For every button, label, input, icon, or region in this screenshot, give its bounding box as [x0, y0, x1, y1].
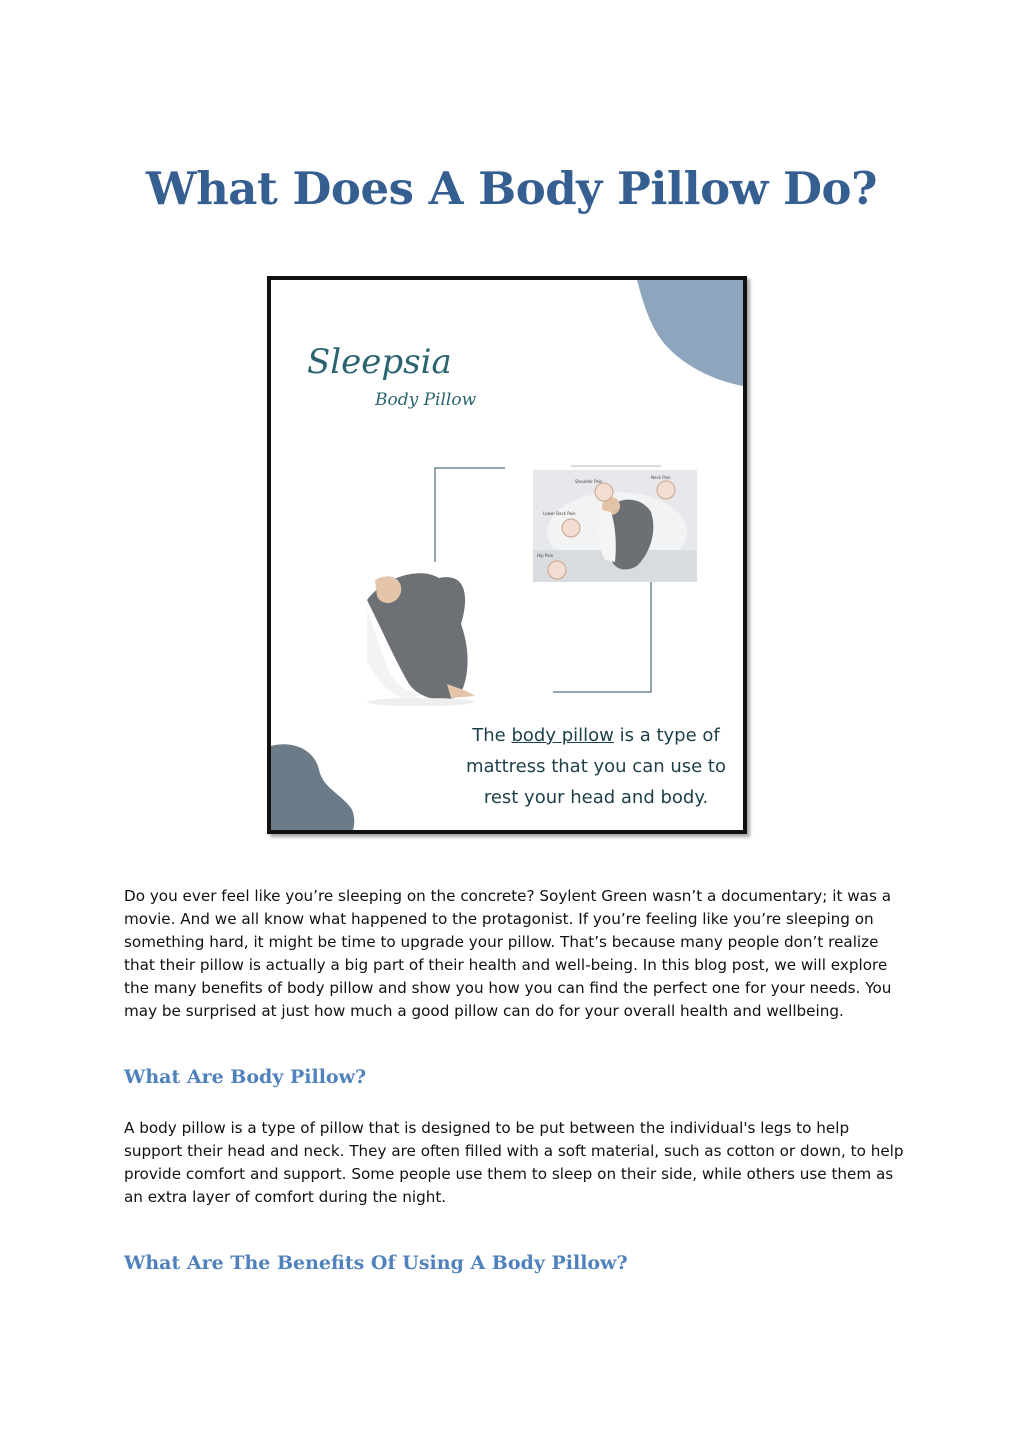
pain-label-hip: Hip Pain	[537, 553, 554, 558]
caption-link-body-pillow: body pillow	[511, 725, 614, 746]
section-paragraph-what-are: A body pillow is a type of pillow that is designed to be put between the individual's legs to help support their head and neck. They are often filled with a soft material, such as cotton or down, to help provide comfort and support. Some people use them to sleep on their side, while others use them as an extra layer of comfort during the night.	[124, 1119, 904, 1207]
product-illustration	[267, 276, 747, 834]
decorative-blob-bottom	[271, 744, 354, 830]
section-heading-benefits: What Are The Benefits Of Using A Body Pillow?	[124, 1252, 628, 1274]
pain-points-photo	[533, 466, 697, 582]
caption-text-end: is a type of mattress that you can use to rest your head and body.	[465, 725, 726, 808]
intro-paragraph: Do you ever feel like you’re sleeping on the concrete? Soylent Green wasn’t a documentary; it was a movie. And we all know what happened to the protagonist. If you’re feeling like you’re sleeping on something hard, it might be time to upgrade your pillow. That’s because many people don’t realize that their pillow is actually a big part of their health and well-being. In this blog post, we will explore the many benefits of body pillow and show you how you can find the perfect one for your needs. You may be surprised at just how much a good pillow can do for your overall health and wellbeing.	[124, 887, 892, 1021]
brand-subtitle: Body Pillow	[375, 390, 477, 410]
pain-label-neck: Neck Pain	[651, 475, 671, 480]
section-heading-what-are: What Are Body Pillow?	[124, 1066, 367, 1088]
woman-hugging-pillow-photo	[367, 573, 475, 706]
connector-line-right	[553, 582, 651, 692]
page-title: What Does A Body Pillow Do?	[146, 162, 877, 215]
brand-name: Sleepsia	[307, 342, 452, 382]
illustration-caption	[461, 720, 731, 813]
connector-line-left	[435, 468, 505, 562]
pain-label-shoulder: Shoulder Pain	[575, 479, 603, 484]
decorative-blob-top	[637, 280, 743, 386]
pain-label-lower-back: Lower Back Pain	[543, 511, 576, 516]
caption-text-start: The	[472, 725, 512, 746]
